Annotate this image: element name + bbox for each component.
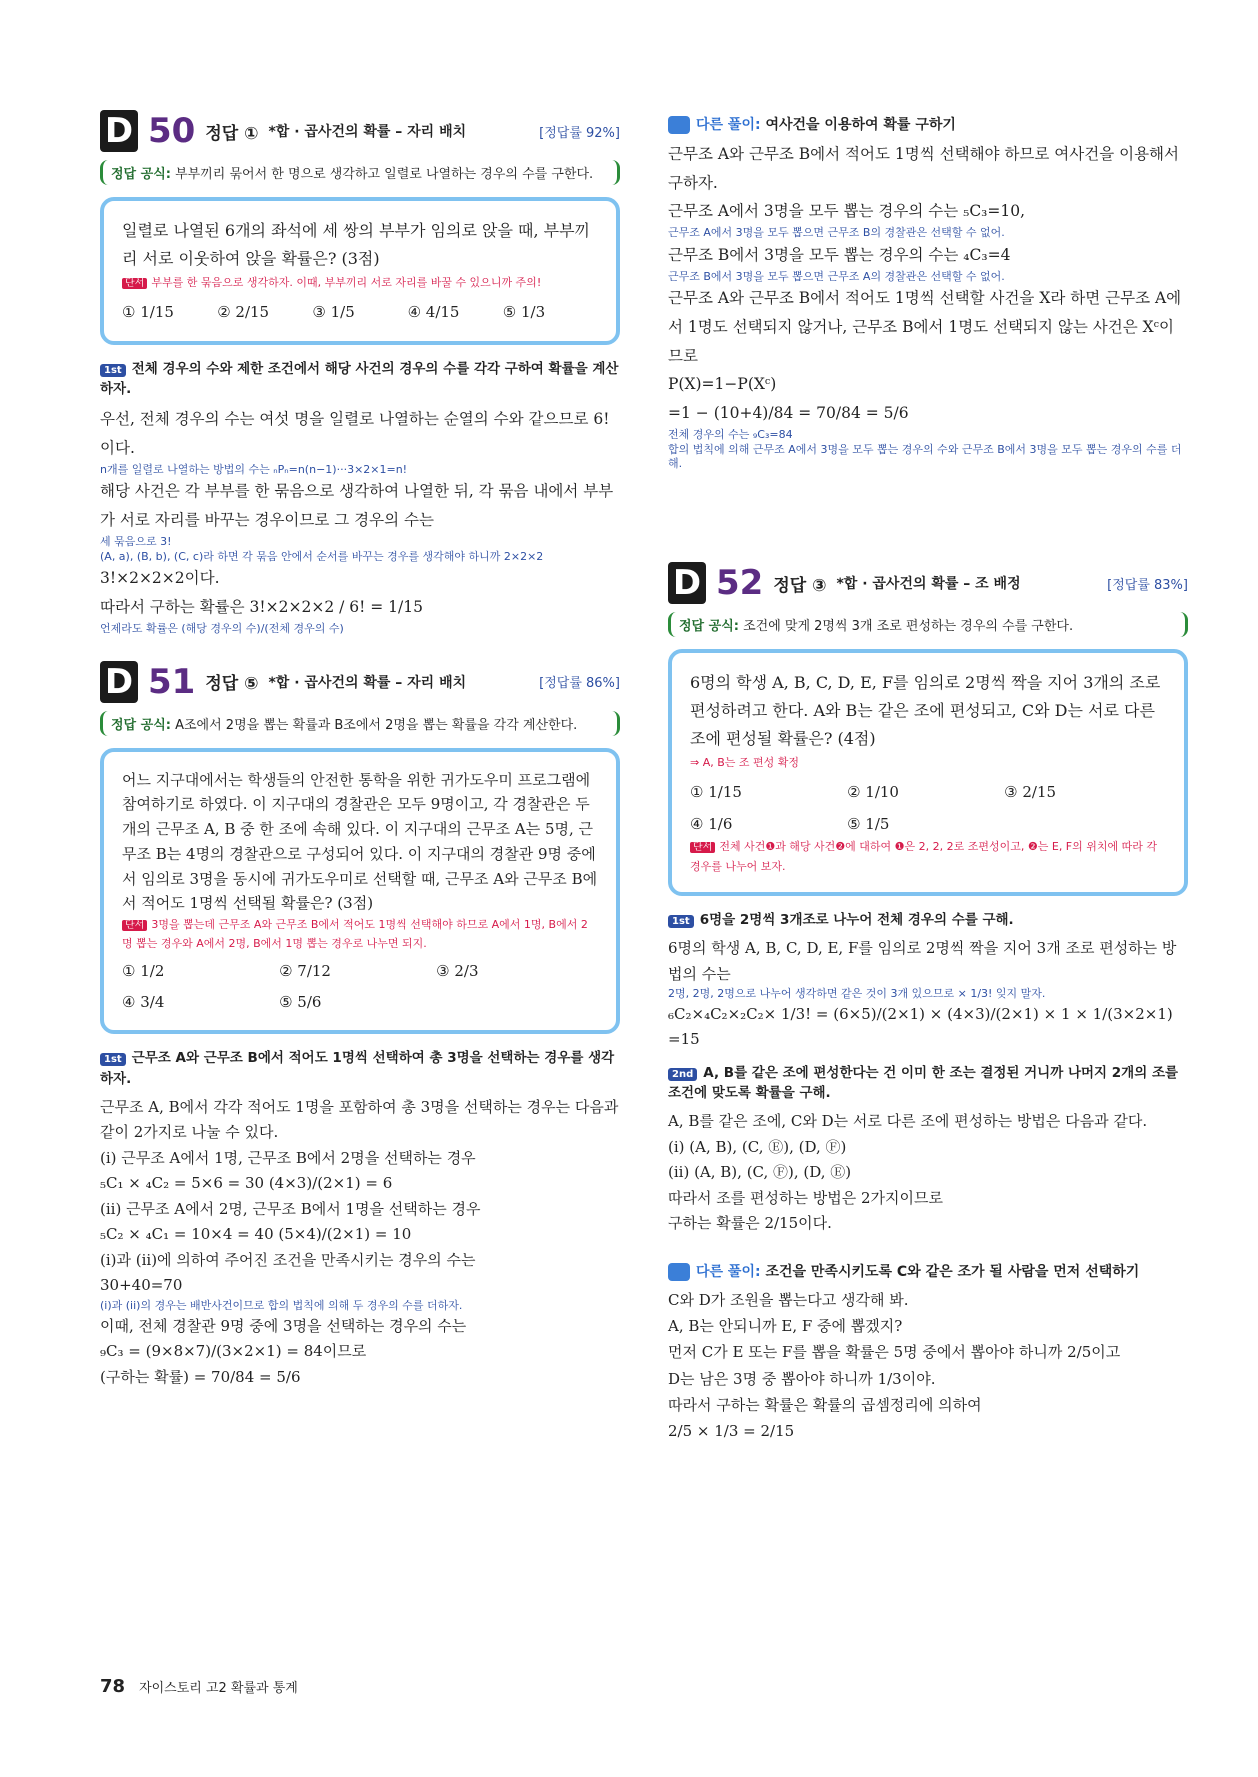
page-footer [100,1676,298,1697]
solution-line: 근무조 A와 근무조 B에서 적어도 1명씩 선택할 사건을 X라 하면 근무조 A에서 1명도 선택되지 않거나, 근무조 B에서 1명도 선택되지 않는 사건은 Xᶜ이므로 [668,289,1182,365]
solution-line: 30+40=70 [100,1276,183,1295]
left-column [100,110,620,1414]
answer-formula [668,612,1188,637]
solution-line: 근무조 A에서 3명을 모두 뽑는 경우의 수는 ₅C₃=10, [668,202,1026,221]
solution-line: A, B를 같은 조에, C와 D는 서로 다른 조에 편성하는 방법은 다음과 같다. [668,1112,1148,1131]
problem-header [100,661,620,703]
question-text: 일렬로 나열된 6개의 좌석에 세 쌍의 부부가 임의로 앉을 때, 부부끼리 서로 이웃하여 앉을 확률은? (3점) [122,221,590,268]
hint [122,273,598,293]
solution-line: (ii) (A, B), (C, Ⓕ), (D, Ⓔ) [668,1163,852,1182]
step-text: A, B를 같은 조에 편성한다는 건 이미 한 조는 결정된 거니까 나머지 2개의 조를 조건에 맞도록 확률을 구해. [668,1064,1179,1102]
solution-line: A, B는 안되니까 E, F 중에 뽑겠지? [668,1317,903,1336]
step-2 [668,1063,1188,1104]
solution-line: 2/5 × 1/3 = 2/15 [668,1422,795,1441]
choice-5: ⑤ 5/6 [279,992,322,1011]
solution-line: 해당 사건은 각 부부를 한 묶음으로 생각하여 나열한 뒤, 각 묶음 내에서 부부가 서로 자리를 바꾸는 경우이므로 그 경우의 수는 [100,482,614,530]
step-tag: 1st [100,364,126,377]
solution-text [668,936,1188,1053]
solution-text [668,1109,1188,1237]
solution-line: 이때, 전체 경찰관 9명 중에 3명을 선택하는 경우의 수는 [100,1316,467,1335]
choice-4: ④ 1/6 [690,814,733,833]
formula-text: 조건에 맞게 2명씩 3개 조로 편성하는 경우의 수를 구한다. [743,619,1074,635]
problem-d51 [100,661,620,1390]
solution-line: 6명의 학생 A, B, C, D, E, F를 임의로 2명씩 짝을 지어 3개 조로 편성하는 방법의 수는 [668,939,1177,983]
step-tag: 1st [668,915,694,928]
accuracy-rate: [정답률 83%] [1107,577,1188,593]
answer-label: 정답 ③ [773,575,827,596]
solution-line: 3!×2×2×2이다. [100,569,220,588]
solution-line: 근무조 B에서 3명을 모두 뽑는 경우의 수는 ₄C₃=4 [668,245,1011,264]
topic-label: *합 · 곱사건의 확률 – 자리 배치 [268,124,467,140]
side-note: 근무조 B에서 3명을 모두 뽑으면 근무조 A의 경찰관은 선택할 수 없어. [668,269,1005,283]
d-badge: D [100,110,138,152]
solution-line: (ii) 근무조 A에서 2명, 근무조 B에서 1명을 선택하는 경우 [100,1199,481,1218]
hint-tag: 단서 [122,920,147,931]
d-badge: D [100,661,138,703]
topic-label: *합 · 곱사건의 확률 – 조 배정 [836,576,1021,593]
choice-2: ② 7/12 [279,961,331,980]
solution-line: 구하는 확률은 2/15이다. [668,1214,832,1233]
alt-label: 다른 풀이: [696,1263,761,1280]
side-note: 전체 경우의 수는 ₉C₃=84 [668,427,793,441]
alternate-solution-1 [668,114,1188,472]
side-note: 세 묶음으로 3! [100,534,172,548]
hint-tag: 단서 [690,842,715,853]
problem-number: 51 [148,661,196,702]
choice-2: ② 2/15 [217,302,270,321]
side-note: n개를 일렬로 나열하는 방법의 수는 ₙPₙ=n(n−1)···3×2×1=n! [100,462,408,476]
problem-d52 [668,562,1188,1237]
problem-number: 52 [716,563,764,604]
choice-5: ⑤ 1/3 [502,302,546,321]
solution-line: 우선, 전체 경우의 수는 여섯 명을 일렬로 나열하는 순열의 수와 같으므로 6!이다. [100,410,610,457]
side-note: (A, a), (B, b), (C, c)라 하면 각 묶음 안에서 순서를 바꾸는 경우를 생각해야 하니까 2×2×2 [100,549,544,563]
choice-5: ⑤ 1/5 [847,814,890,833]
hint [690,837,1166,876]
alt-header [668,114,1188,134]
solution-line: C와 D가 조원을 뽑는다고 생각해 봐. [668,1290,909,1309]
solution-line: (i)과 (ii)에 의하여 주어진 조건을 만족시키는 경우의 수는 [100,1250,476,1269]
solution-line: (i) (A, B), (C, Ⓔ), (D, Ⓕ) [668,1137,847,1156]
side-note: (i)과 (ii)의 경우는 배반사건이므로 합의 법칙에 의해 두 경우의 수를 더하자. [100,1298,463,1312]
formula-label: 정답 공식: [111,717,171,733]
hint-text: 부부를 한 묶음으로 생각하자. 이때, 부부끼리 서로 자리를 바꿀 수 있으니까 주의! [151,276,542,289]
step-text: 근무조 A와 근무조 B에서 적어도 1명씩 선택하여 총 3명을 선택하는 경우를 생각하자. [100,1050,615,1087]
hint-tag: 단서 [122,278,147,289]
hint-text: 전체 사건❶과 해당 사건❷에 대하여 ❶은 2, 2, 2로 조편성이고, ❷는 E, F의 위치에 따라 각 경우를 나누어 보자. [690,840,1158,873]
choice-4: ④ 4/15 [407,302,460,321]
solution-line: (구하는 확률) = 70/84 = 5/6 [100,1367,301,1386]
question-box [100,748,620,1035]
solution-line: =15 [668,1030,700,1049]
choices [690,779,1166,838]
step-1 [100,359,620,400]
question-text: 어느 지구대에서는 학생들의 안전한 통학을 위한 귀가도우미 프로그램에 참여하기로 하였다. 이 지구대의 경찰관은 모두 9명이고, 각 경찰관은 두 개의 근무조 A, B 중 한 조에 속해 있다. 이 지구대의 근무조 A는 5명, 근무조 B는 4명의 경찰관으로 구성되어 있다. 이 지구대의 경찰관 9명 중에서 임의로 3명을 동시에 귀가도우미로 선택할 때, 근무조 A와 근무조 B에서 적어도 1명씩 선택될 확률은? (3점) [122,770,598,913]
book-title: 자이스토리 고2 확률과 통계 [139,1681,298,1696]
formula-label: 정답 공식: [111,167,171,182]
alt-text [668,140,1188,472]
solution-line: ₅C₂ × ₄C₁ = 10×4 = 40 (5×4)/(2×1) = 10 [100,1225,412,1244]
solution-line: (i) 근무조 A에서 1명, 근무조 B에서 2명을 선택하는 경우 [100,1148,476,1167]
answer-label: 정답 ⑤ [205,674,259,695]
formula-text: 부부끼리 묶어서 한 명으로 생각하고 일렬로 나열하는 경우의 수를 구한다. [175,167,594,182]
solution-line: 근무조 A, B에서 각각 적어도 1명을 포함하여 총 3명을 선택하는 경우는 다음과 같이 2가지로 나눌 수 있다. [100,1097,619,1142]
formula-text: A조에서 2명을 뽑는 확률과 B조에서 2명을 뽑는 확률을 각각 계산한다. [175,717,578,733]
solution-text [100,405,620,636]
side-note: 언제라도 확률은 (해당 경우의 수)/(전체 경우의 수) [100,621,344,635]
question-box [100,197,620,345]
alt-text [668,1287,1188,1445]
alt-title: 조건을 만족시키도록 C와 같은 조가 될 사람을 먼저 선택하기 [765,1263,1140,1280]
side-note: 2명, 2명, 2명으로 나누어 생각하면 같은 것이 3개 있으므로 × 1/3! 잊지 말자. [668,987,1046,1001]
question-box [668,649,1188,896]
solution-line: ₉C₃ = (9×8×7)/(3×2×1) = 84이므로 [100,1342,367,1361]
problem-header [668,562,1188,604]
solution-line: ₆C₂×₄C₂×₂C₂× 1/3! = (6×5)/(2×1) × (4×3)/(2×1) × 1 × 1/(3×2×1) [668,1004,1173,1023]
solution-line: 근무조 A와 근무조 B에서 적어도 1명씩 선택해야 하므로 여사건을 이용해서 구하자. [668,145,1180,192]
choices [122,959,598,1015]
choice-1: ① 1/15 [122,302,174,321]
hint [122,916,598,953]
solution-text [100,1095,620,1390]
right-column [668,110,1188,1468]
problem-d50 [100,110,620,637]
solution-line: D는 남은 3명 중 뽑아야 하니까 1/3이야. [668,1369,936,1388]
topic-label: *합 · 곱사건의 확률 – 자리 배치 [268,674,467,691]
step-1 [668,910,1188,930]
solution-line: 따라서 구하는 확률은 3!×2×2×2 / 6! = 1/15 [100,598,423,617]
accuracy-rate: [정답률 86%] [539,676,620,692]
solution-line: ₅C₁ × ₄C₂ = 5×6 = 30 (4×3)/(2×1) = 6 [100,1174,393,1193]
d-badge: D [668,562,706,604]
side-note: 근무조 A에서 3명을 모두 뽑으면 근무조 B의 경찰관은 선택할 수 없어. [668,226,1005,240]
choice-3: ③ 1/5 [312,302,355,321]
step-1 [100,1048,620,1089]
problem-header [100,110,620,152]
side-note: 합의 법칙에 의해 근무조 A에서 3명을 모두 뽑는 경우의 수와 근무조 B에서 3명을 모두 뽑는 경우의 수를 더해. [668,442,1182,471]
step-tag: 1st [100,1053,126,1066]
step-text: 전체 경우의 수와 제한 조건에서 해당 사건의 경우의 수를 각각 구하여 확률을 계산하자. [100,360,619,397]
alternate-solution-2 [668,1261,1188,1445]
solution-line: P(X)=1−P(Xᶜ) [668,375,777,394]
alt-title: 여사건을 이용하여 확률 구하기 [765,117,956,133]
alt-label: 다른 풀이: [696,117,761,133]
step-text: 6명을 2명씩 3개조로 나누어 전체 경우의 수를 구해. [699,911,1014,928]
problem-number: 50 [148,111,196,151]
page-number: 78 [100,1676,126,1697]
answer-label: 정답 ① [205,123,259,144]
alt-header [668,1261,1188,1281]
solution-line: 따라서 구하는 확률은 확률의 곱셈정리에 의하여 [668,1395,982,1414]
choice-1: ① 1/2 [122,961,165,980]
solution-line: =1 − (10+4)/84 = 70/84 = 5/6 [668,404,909,423]
alt-solution-icon [668,116,690,134]
choice-4: ④ 3/4 [122,992,165,1011]
accuracy-rate: [정답률 92%] [539,125,620,141]
solution-line: 먼저 C가 E 또는 F를 뽑을 확률은 5명 중에서 뽑아야 하니까 2/5이고 [668,1343,1121,1362]
answer-formula [100,711,620,736]
choices [122,299,598,325]
choice-2: ② 1/10 [847,782,899,801]
answer-formula [100,160,620,185]
step-tag: 2nd [668,1068,697,1081]
solution-line: 따라서 조를 편성하는 방법은 2가지이므로 [668,1188,943,1207]
formula-label: 정답 공식: [679,619,739,635]
question-text: 6명의 학생 A, B, C, D, E, F를 임의로 2명씩 짝을 지어 3개의 조로 편성하려고 한다. A와 B는 같은 조에 편성되고, C와 D는 서로 다른 조에 편성될 확률은? (4점) [690,673,1161,749]
question-note: ⇒ A, B는 조 편성 확정 [690,756,800,770]
choice-3: ③ 2/15 [1004,782,1057,801]
hint-text: 3명을 뽑는데 근무조 A와 근무조 B에서 적어도 1명씩 선택해야 하므로 A에서 1명, B에서 2명 뽑는 경우와 A에서 2명, B에서 1명 뽑는 경우로 나누면 되지. [122,918,588,950]
alt-solution-icon [668,1263,690,1281]
choice-1: ① 1/15 [690,782,742,801]
choice-3: ③ 2/3 [436,961,479,980]
